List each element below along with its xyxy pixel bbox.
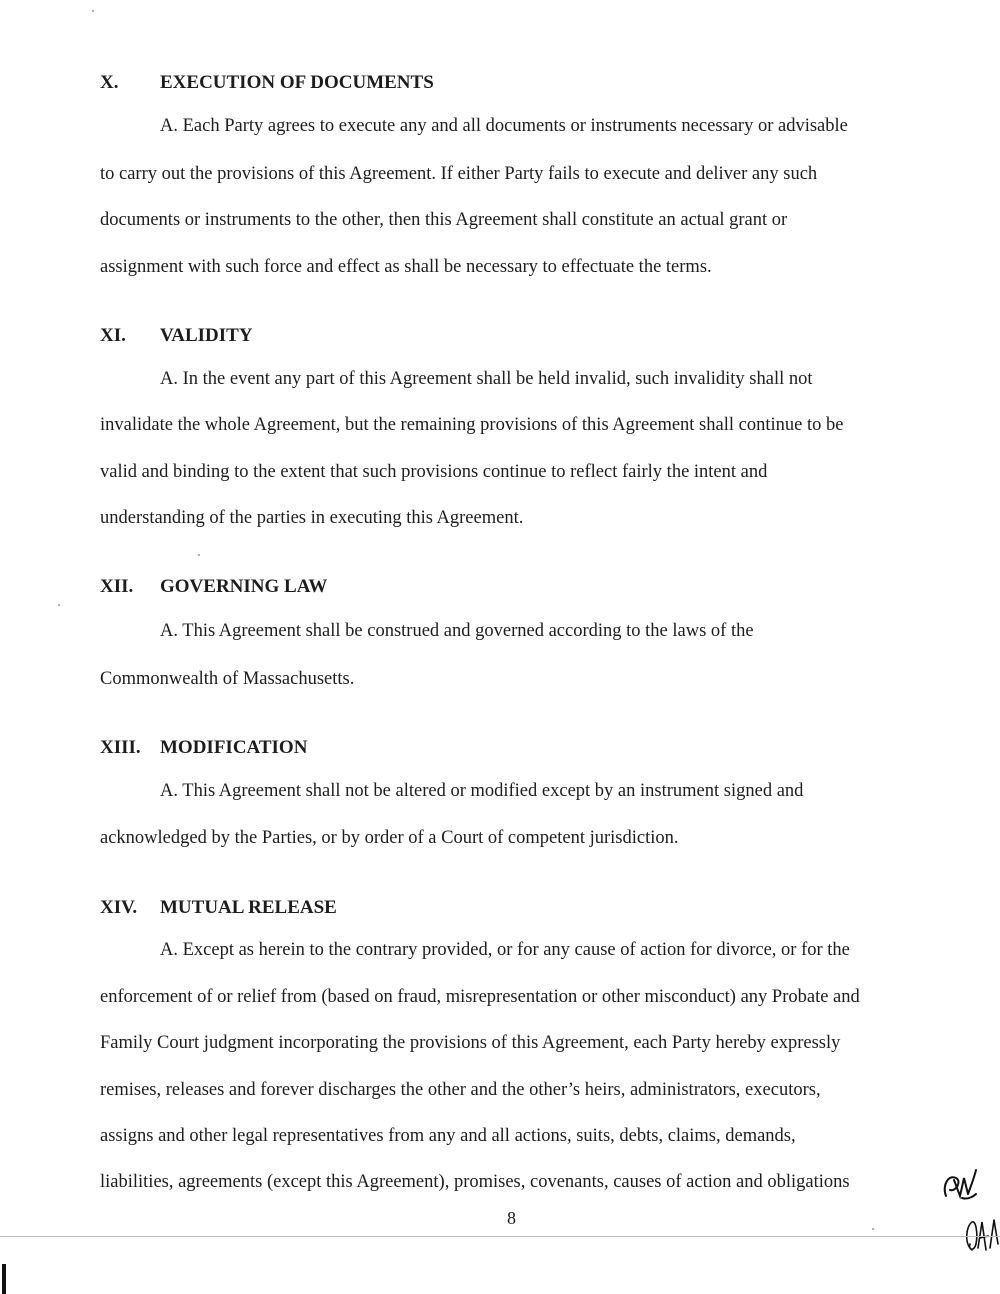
scan-speck (58, 604, 60, 606)
section-heading-mutual-release (100, 897, 337, 919)
scan-edge-line (0, 1236, 1000, 1237)
paragraph-line: A. In the event any part of this Agreement shall be held invalid, such invalidity shall not (160, 369, 813, 389)
section-number: XI. (100, 325, 126, 346)
paragraph-line: Commonwealth of Massachusetts. (100, 669, 355, 689)
handwritten-initials-mark (938, 1166, 978, 1206)
section-number: X. (100, 72, 119, 93)
section-number: XIII. (100, 737, 141, 758)
paragraph-line: A. This Agreement shall not be altered or modified except by an instrument signed and (160, 781, 804, 801)
section-title: GOVERNING LAW (160, 576, 328, 597)
paragraph-line: assigns and other legal representatives from any and all actions, suits, debts, claims, demands, (100, 1126, 796, 1146)
section-title: VALIDITY (160, 325, 253, 346)
paragraph-line: A. Each Party agrees to execute any and all documents or instruments necessary or advisable (160, 116, 848, 136)
paragraph-line: assignment with such force and effect as shall be necessary to effectuate the terms. (100, 257, 712, 277)
paragraph-line: to carry out the provisions of this Agreement. If either Party fails to execute and deliver any such (100, 164, 818, 184)
section-heading-governing-law (100, 576, 327, 598)
paragraph-line: Family Court judgment incorporating the provisions of this Agreement, each Party hereby expressly (100, 1033, 841, 1053)
section-title: MODIFICATION (160, 737, 308, 758)
paragraph-line: A. Except as herein to the contrary provided, or for any cause of action for divorce, or for the (160, 940, 850, 960)
scan-speck (872, 1228, 874, 1230)
paragraph-line: invalidate the whole Agreement, but the remaining provisions of this Agreement shall continue to be (100, 415, 844, 435)
paragraph-line: remises, releases and forever discharges the other and the other’s heirs, administrators, executors, (100, 1080, 821, 1100)
paragraph-line: valid and binding to the extent that such provisions continue to reflect fairly the intent and (100, 462, 768, 482)
handwritten-initials-mark (962, 1214, 1000, 1256)
scan-speck (198, 554, 200, 556)
section-title: MUTUAL RELEASE (160, 897, 337, 918)
paragraph-line: acknowledged by the Parties, or by order of a Court of competent jurisdiction. (100, 828, 679, 848)
section-number: XII. (100, 576, 134, 597)
page-number: 8 (507, 1208, 516, 1228)
paragraph-line: understanding of the parties in executing this Agreement. (100, 508, 524, 528)
scan-speck (92, 10, 94, 12)
section-number: XIV. (100, 897, 138, 918)
section-heading-execution-of-documents (100, 72, 434, 94)
paragraph-line: enforcement of or relief from (based on fraud, misrepresentation or other misconduct) any Probate and (100, 987, 860, 1007)
section-title: EXECUTION OF DOCUMENTS (160, 72, 434, 93)
section-heading-validity (100, 325, 253, 347)
scan-edge-mark (2, 1264, 6, 1294)
paragraph-line: A. This Agreement shall be construed and governed according to the laws of the (160, 621, 754, 641)
paragraph-line: liabilities, agreements (except this Agreement), promises, covenants, causes of action and obligations (100, 1172, 850, 1192)
section-heading-modification (100, 737, 307, 759)
paragraph-line: documents or instruments to the other, then this Agreement shall constitute an actual grant or (100, 210, 788, 230)
